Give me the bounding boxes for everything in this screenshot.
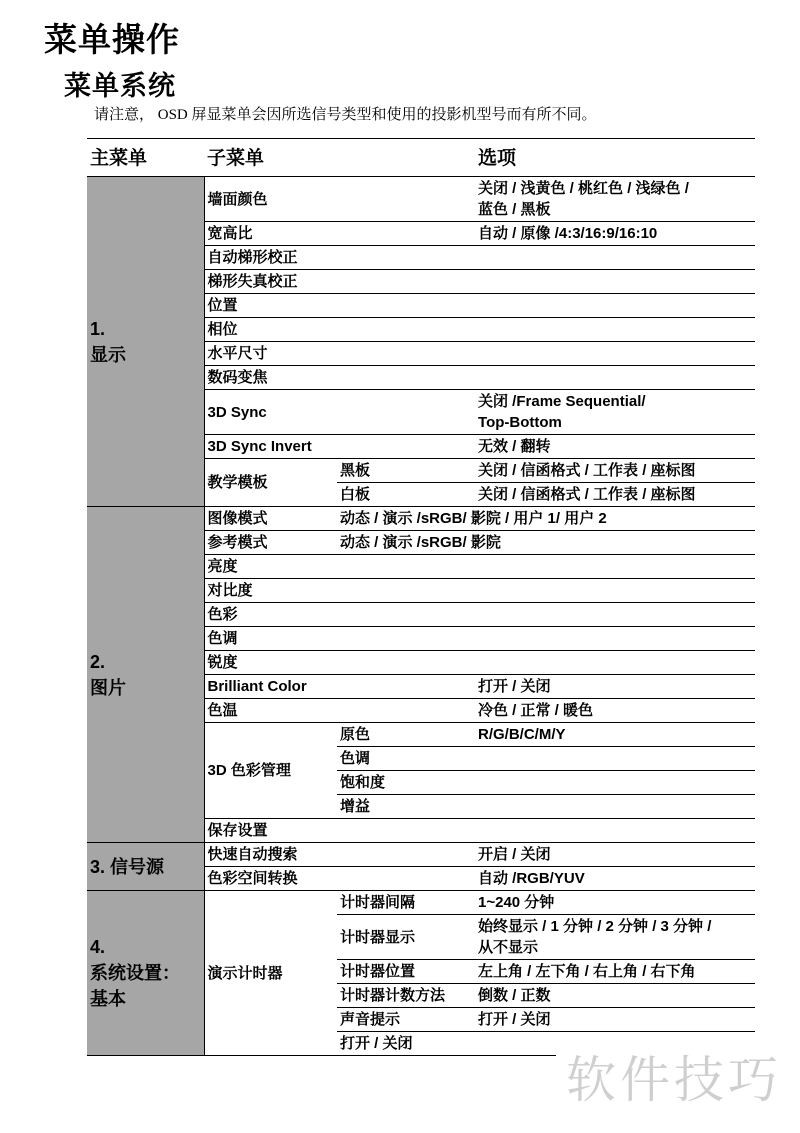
submenu-item-cell: 黑板: [337, 459, 475, 483]
submenu-cell: 宽高比: [204, 222, 475, 246]
header-sub: 子菜单: [204, 139, 475, 177]
options-cell: 1~240 分钟: [475, 891, 755, 915]
options-cell: R/G/B/C/M/Y: [475, 723, 755, 747]
submenu-cell: 参考模式: [204, 531, 337, 555]
submenu-cell: 色彩空间转换: [204, 867, 475, 891]
submenu-cell: 梯形失真校正: [204, 270, 475, 294]
submenu-cell: Brilliant Color: [204, 675, 475, 699]
options-cell: 自动 / 原像 /4:3/16:9/16:10: [475, 222, 755, 246]
submenu-cell: 演示计时器: [204, 891, 337, 1056]
menu-table: [87, 138, 755, 1056]
options-cell: 关闭 / 浅黄色 / 桃红色 / 浅绿色 / 蓝色 / 黑板: [475, 177, 755, 222]
options-cell: [475, 603, 755, 627]
options-cell: 倒数 / 正数: [475, 984, 755, 1008]
options-cell: [475, 819, 755, 843]
main-menu-cell: 4. 系统设置： 基本: [87, 891, 204, 1056]
header-main: 主菜单: [87, 139, 204, 177]
submenu-item-cell: 计时器位置: [337, 960, 475, 984]
submenu-cell: 色调: [204, 627, 475, 651]
menu-body: [87, 177, 755, 1056]
options-cell: [475, 294, 755, 318]
submenu-cell: 相位: [204, 318, 475, 342]
main-menu-cell: 1. 显示: [87, 177, 204, 507]
options-cell: 打开 / 关闭: [475, 675, 755, 699]
submenu-cell: 位置: [204, 294, 475, 318]
options-cell: 左上角 / 左下角 / 右上角 / 右下角: [475, 960, 755, 984]
options-cell: [475, 246, 755, 270]
options-cell: 关闭 / 信函格式 / 工作表 / 座标图: [475, 483, 755, 507]
submenu-item-cell: 声音提示: [337, 1008, 475, 1032]
options-cell: [475, 627, 755, 651]
submenu-cell: 3D Sync Invert: [204, 435, 475, 459]
submenu-item-cell: 饱和度: [337, 771, 475, 795]
submenu-cell: 图像模式: [204, 507, 337, 531]
options-cell: [475, 318, 755, 342]
options-cell: 动态 / 演示 /sRGB/ 影院 / 用户 1/ 用户 2: [337, 507, 755, 531]
options-cell: 自动 /RGB/YUV: [475, 867, 755, 891]
options-cell: 关闭 / 信函格式 / 工作表 / 座标图: [475, 459, 755, 483]
submenu-cell: 数码变焦: [204, 366, 475, 390]
watermark: 软件技巧: [566, 1051, 782, 1109]
page-title: 菜单操作: [44, 21, 180, 58]
submenu-cell: 亮度: [204, 555, 475, 579]
submenu-item-cell: 计时器显示: [337, 915, 475, 960]
options-cell: 冷色 / 正常 / 暖色: [475, 699, 755, 723]
submenu-item-cell: 原色: [337, 723, 475, 747]
options-cell: [475, 579, 755, 603]
submenu-item-cell: 色调: [337, 747, 475, 771]
note-text: 请注意， OSD 屏显菜单会因所选信号类型和使用的投影机型号而有所不同。: [94, 107, 597, 123]
submenu-cell: 对比度: [204, 579, 475, 603]
submenu-cell: 色温: [204, 699, 475, 723]
submenu-item-cell: 增益: [337, 795, 475, 819]
options-cell: [475, 342, 755, 366]
options-cell: [475, 771, 755, 795]
options-cell: 始终显示 / 1 分钟 / 2 分钟 / 3 分钟 / 从不显示: [475, 915, 755, 960]
options-cell: 动态 / 演示 /sRGB/ 影院: [337, 531, 755, 555]
options-cell: 开启 / 关闭: [475, 843, 755, 867]
submenu-cell: 快速自动搜索: [204, 843, 475, 867]
options-cell: [475, 555, 755, 579]
submenu-cell: 锐度: [204, 651, 475, 675]
header-row: [87, 139, 755, 177]
submenu-item-cell: 白板: [337, 483, 475, 507]
submenu-cell: 3D 色彩管理: [204, 723, 337, 819]
table-row: [87, 843, 755, 867]
table-row: [87, 891, 755, 915]
table-row: [87, 177, 755, 222]
options-cell: [475, 270, 755, 294]
table-row: [87, 507, 755, 531]
submenu-cell: 保存设置: [204, 819, 475, 843]
options-cell: 无效 / 翻转: [475, 435, 755, 459]
section-title: 菜单系统: [64, 71, 176, 101]
submenu-item-cell: 计时器计数方法: [337, 984, 475, 1008]
options-cell: [475, 366, 755, 390]
submenu-item-cell: 计时器间隔: [337, 891, 475, 915]
options-cell: [475, 747, 755, 771]
submenu-cell: 墙面颜色: [204, 177, 475, 222]
submenu-cell: 色彩: [204, 603, 475, 627]
submenu-cell: 3D Sync: [204, 390, 475, 435]
submenu-cell: 水平尺寸: [204, 342, 475, 366]
submenu-item-cell: 打开 / 关闭: [337, 1032, 475, 1056]
options-cell: [475, 651, 755, 675]
submenu-cell: 自动梯形校正: [204, 246, 475, 270]
options-cell: 打开 / 关闭: [475, 1008, 755, 1032]
submenu-cell: 教学模板: [204, 459, 337, 507]
main-menu-cell: 3. 信号源: [87, 843, 204, 891]
options-cell: [475, 795, 755, 819]
main-menu-cell: 2. 图片: [87, 507, 204, 843]
header-options: 选项: [475, 139, 755, 177]
options-cell: 关闭 /Frame Sequential/ Top-Bottom: [475, 390, 755, 435]
